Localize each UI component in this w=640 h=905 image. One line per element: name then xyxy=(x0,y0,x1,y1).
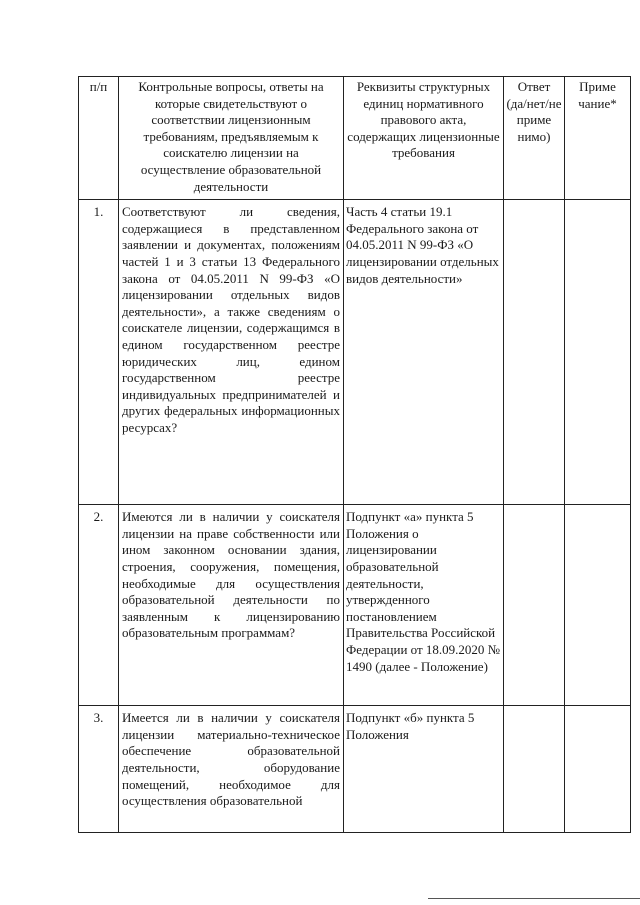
row-question: Имеются ли в наличии у соискателя лицензии на праве собственности или ином законном основании здания, строения, сооружения, помещения, необходимые для осуществления образовательной деятельности по заявленным к лицензированию образовательным программам? xyxy=(119,505,344,706)
header-requisites: Реквизиты структурных единиц нормативного правового акта, содержащих лицензионные требования xyxy=(344,77,504,200)
table-row xyxy=(79,505,631,706)
header-row xyxy=(79,77,631,200)
row-note-cell[interactable] xyxy=(565,200,631,505)
table-header xyxy=(79,77,631,200)
row-note-cell[interactable] xyxy=(565,706,631,833)
table-body xyxy=(79,200,631,833)
row-requisites: Подпункт «б» пункта 5 Положения xyxy=(344,706,504,833)
row-answer-cell[interactable] xyxy=(504,200,565,505)
footer-divider xyxy=(428,898,640,899)
header-question: Контрольные вопросы, ответы на которые свидетельствуют о соответствии лицензионным требованиям, предъявляемым к соискателю лицензии на осуществление образовательной деятельности xyxy=(119,77,344,200)
row-number: 2. xyxy=(79,505,119,706)
table-row xyxy=(79,706,631,833)
row-requisites: Часть 4 статьи 19.1 Федерального закона от 04.05.2011 N 99-ФЗ «О лицензировании отдельных видов деятельности» xyxy=(344,200,504,505)
row-answer-cell[interactable] xyxy=(504,706,565,833)
checklist-table xyxy=(78,76,631,833)
header-note: Приме чание* xyxy=(565,77,631,200)
header-answer: Ответ (да/нет/не приме нимо) xyxy=(504,77,565,200)
table-row xyxy=(79,200,631,505)
row-number: 3. xyxy=(79,706,119,833)
row-question: Имеется ли в наличии у соискателя лицензии материально-техническое обеспечение образовательной деятельности, оборудование помещений, необходимое для осуществления образовательной xyxy=(119,706,344,833)
row-answer-cell[interactable] xyxy=(504,505,565,706)
header-num: п/п xyxy=(79,77,119,200)
row-number: 1. xyxy=(79,200,119,505)
row-note-cell[interactable] xyxy=(565,505,631,706)
row-requisites: Подпункт «а» пункта 5 Положения о лицензировании образовательной деятельности, утвержденного постановлением Правительства Российской Федерации от 18.09.2020 № 1490 (далее - Положение) xyxy=(344,505,504,706)
row-question: Соответствуют ли сведения, содержащиеся в представленном заявлении и документах, положениям частей 1 и 3 статьи 13 Федерального закона от 04.05.2011 N 99-ФЗ «О лицензировании отдельных видов деятельности», а также сведениям о соискателе лицензии, содержащимся в едином государственном реестре юридических лиц, едином государственном реестре индивидуальных предпринимателей и других федеральных информационных ресурсах? xyxy=(119,200,344,505)
